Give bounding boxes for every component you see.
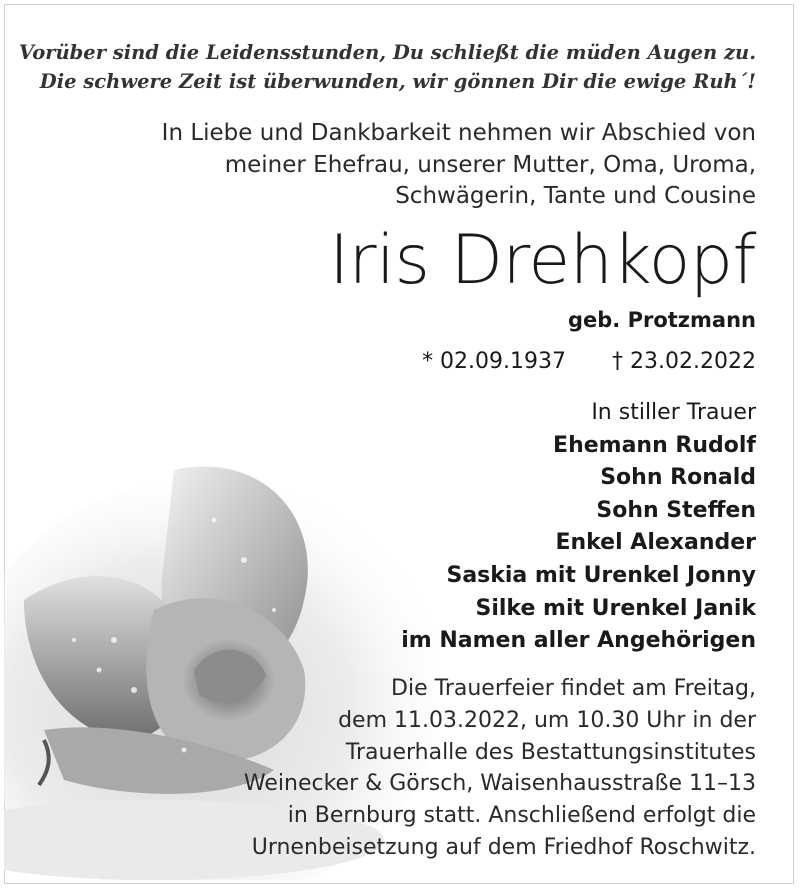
mourner: Saskia mit Urenkel Jonny bbox=[446, 562, 756, 588]
birth-date: * 02.09.1937 bbox=[422, 349, 567, 374]
service-line-2: dem 11.03.2022, um 10.30 Uhr in der bbox=[338, 707, 756, 733]
service-line-4: Weinecker & Görsch, Waisenhausstraße 11–13 bbox=[243, 771, 756, 797]
mourners-list bbox=[401, 397, 756, 658]
death-date: † 23.02.2022 bbox=[612, 349, 756, 374]
mourners-heading: In stiller Trauer bbox=[591, 400, 756, 425]
service-line-6: Urnenbeisetzung auf dem Friedhof Roschwitz. bbox=[251, 834, 756, 860]
maiden-name: geb. Protzmann bbox=[568, 308, 756, 332]
intro-text bbox=[56, 118, 756, 213]
deceased-name: Iris Drehkopf bbox=[329, 221, 756, 300]
intro-line-1: In Liebe und Dankbarkeit nehmen wir Abschied von bbox=[161, 120, 756, 146]
mourner: Enkel Alexander bbox=[555, 530, 756, 556]
mourner: im Namen aller Angehörigen bbox=[401, 628, 756, 654]
poem bbox=[16, 38, 756, 96]
life-dates bbox=[422, 347, 756, 377]
service-line-5: in Bernburg statt. Anschließend erfolgt die bbox=[287, 803, 756, 829]
intro-line-3: Schwägerin, Tante und Cousine bbox=[395, 183, 756, 209]
poem-line-1: Vorüber sind die Leidensstunden, Du schließt die müden Augen zu. bbox=[18, 41, 756, 64]
mourner: Sohn Ronald bbox=[600, 465, 756, 491]
intro-line-2: meiner Ehefrau, unserer Mutter, Oma, Uroma, bbox=[224, 151, 756, 178]
mourner: Sohn Steffen bbox=[596, 497, 756, 523]
service-line-1: Die Trauerfeier findet am Freitag, bbox=[391, 676, 756, 701]
mourner: Ehemann Rudolf bbox=[553, 432, 756, 458]
mourner: Silke mit Urenkel Janik bbox=[475, 595, 756, 621]
funeral-service-info bbox=[116, 673, 756, 864]
poem-line-2: Die schwere Zeit ist überwunden, wir gönnen Dir die ewige Ruh´! bbox=[39, 70, 756, 93]
service-line-3: Trauerhalle des Bestattungsinstitutes bbox=[345, 739, 756, 765]
